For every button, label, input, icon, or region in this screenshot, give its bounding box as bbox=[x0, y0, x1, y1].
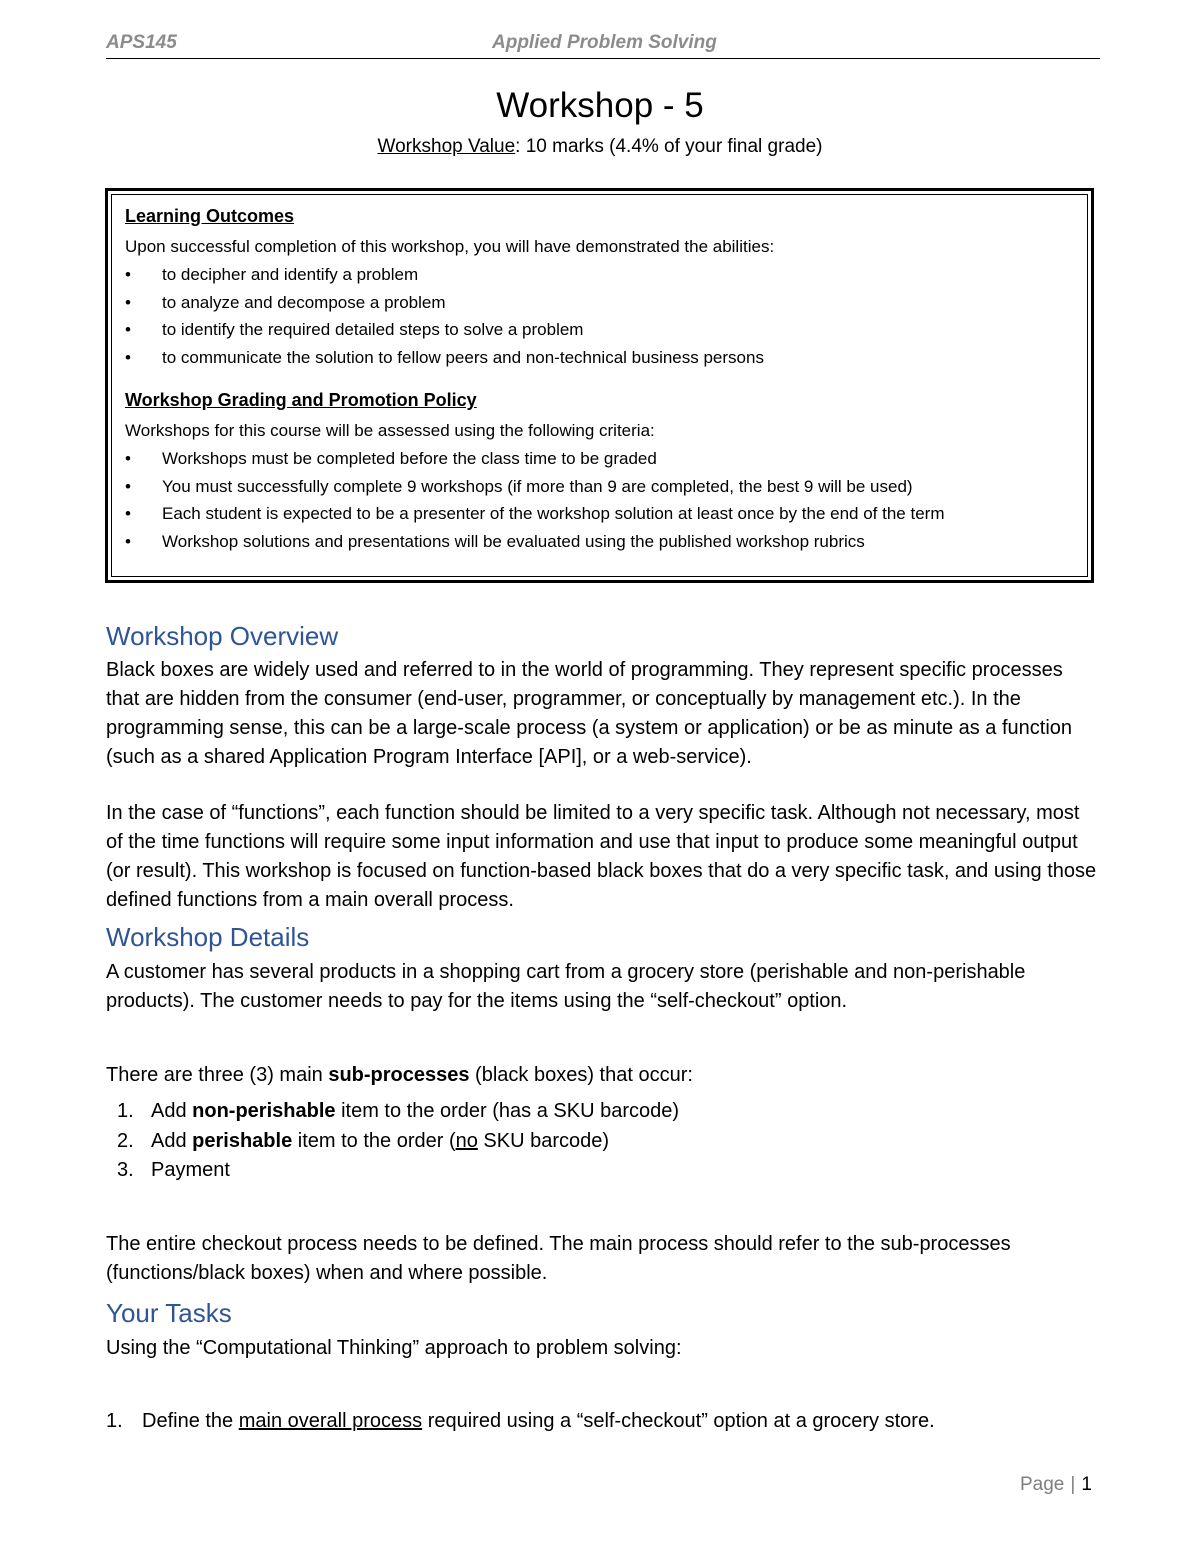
page-separator: | bbox=[1070, 1474, 1076, 1495]
details-section bbox=[106, 920, 1100, 1288]
course-title: Applied Problem Solving bbox=[492, 32, 717, 53]
overview-heading: Workshop Overview bbox=[106, 621, 339, 651]
tasks-intro: Using the “Computational Thinking” approach to problem solving: bbox=[106, 1337, 682, 1359]
page-header bbox=[106, 30, 1100, 59]
course-code: APS145 bbox=[106, 32, 177, 53]
grading-intro: Workshops for this course will be assessed using the following criteria: bbox=[125, 421, 655, 440]
details-paragraph-3: The entire checkout process needs to be defined. The main process should refer to the sub-processes (functions/black boxes) when and where possible. bbox=[106, 1232, 1011, 1284]
grading-heading: Workshop Grading and Promotion Policy bbox=[125, 390, 477, 410]
page-footer bbox=[1020, 1474, 1092, 1496]
document-title: Workshop - 5 bbox=[496, 86, 704, 125]
list-item: • to identify the required detailed steps to solve a problem bbox=[125, 316, 1087, 344]
overview-section bbox=[106, 619, 1100, 915]
list-item: • to communicate the solution to fellow peers and non-technical business persons bbox=[125, 344, 1087, 372]
list-item: • to decipher and identify a problem bbox=[125, 261, 1087, 289]
details-paragraph-2: There are three (3) main sub-processes (black boxes) that occur: bbox=[106, 1064, 693, 1086]
page-label: Page bbox=[1020, 1474, 1065, 1495]
details-heading: Workshop Details bbox=[106, 922, 310, 952]
tasks-heading: Your Tasks bbox=[106, 1298, 232, 1328]
list-item: 3. Payment bbox=[117, 1159, 230, 1181]
details-paragraph-1: A customer has several products in a shopping cart from a grocery store (perishable and non-perishable products). The customer needs to pay for the items using the “self-checkout” option. bbox=[106, 961, 1026, 1012]
workshop-value-label: Workshop Value bbox=[377, 136, 516, 157]
outcomes-box bbox=[105, 188, 1094, 583]
tasks-section bbox=[106, 1296, 1100, 1437]
list-item: 1. Add non-perishable item to the order (has a SKU barcode) bbox=[117, 1100, 680, 1122]
grading-list bbox=[125, 445, 1087, 555]
list-item: 1. Define the main overall process required using a “self-checkout” option at a grocery store. bbox=[106, 1410, 935, 1432]
overview-paragraph-2: In the case of “functions”, each function should be limited to a very specific task. Although not necessary, most of the time functions will require some input information and use that input to produce some meaningful output (or result). This workshop is focused on function-based black boxes that do a very specific task, and using those defined functions from a main overall process. bbox=[106, 802, 1097, 911]
list-item: • Each student is expected to be a presenter of the workshop solution at least once by the end of the term bbox=[125, 500, 1087, 528]
list-item: • You must successfully complete 9 workshops (if more than 9 are completed, the best 9 will be used) bbox=[125, 473, 1087, 501]
learning-outcomes-intro: Upon successful completion of this workshop, you will have demonstrated the abilities: bbox=[125, 237, 775, 256]
learning-outcomes-list bbox=[125, 261, 1087, 371]
workshop-value bbox=[0, 136, 1200, 158]
list-item: • to analyze and decompose a problem bbox=[125, 289, 1087, 317]
learning-outcomes-heading: Learning Outcomes bbox=[125, 206, 295, 226]
list-item: • Workshops must be completed before the class time to be graded bbox=[125, 445, 1087, 473]
workshop-value-text: : 10 marks (4.4% of your final grade) bbox=[515, 136, 823, 157]
page-number: 1 bbox=[1081, 1474, 1092, 1495]
list-item: • Workshop solutions and presentations will be evaluated using the published workshop rubrics bbox=[125, 528, 1087, 556]
list-item: 2. Add perishable item to the order (no SKU barcode) bbox=[117, 1129, 610, 1152]
subprocess-list bbox=[106, 1097, 1100, 1186]
overview-paragraph-1: Black boxes are widely used and referred to in the world of programming. They represent specific processes that are hidden from the consumer (end-user, programmer, or conceptually by management etc.). In the programming sense, this can be a large-scale process (a system or application) or be as minute as a function (such as a shared Application Program Interface [API], or a web-service). bbox=[106, 659, 1073, 768]
tasks-list bbox=[106, 1407, 1100, 1437]
